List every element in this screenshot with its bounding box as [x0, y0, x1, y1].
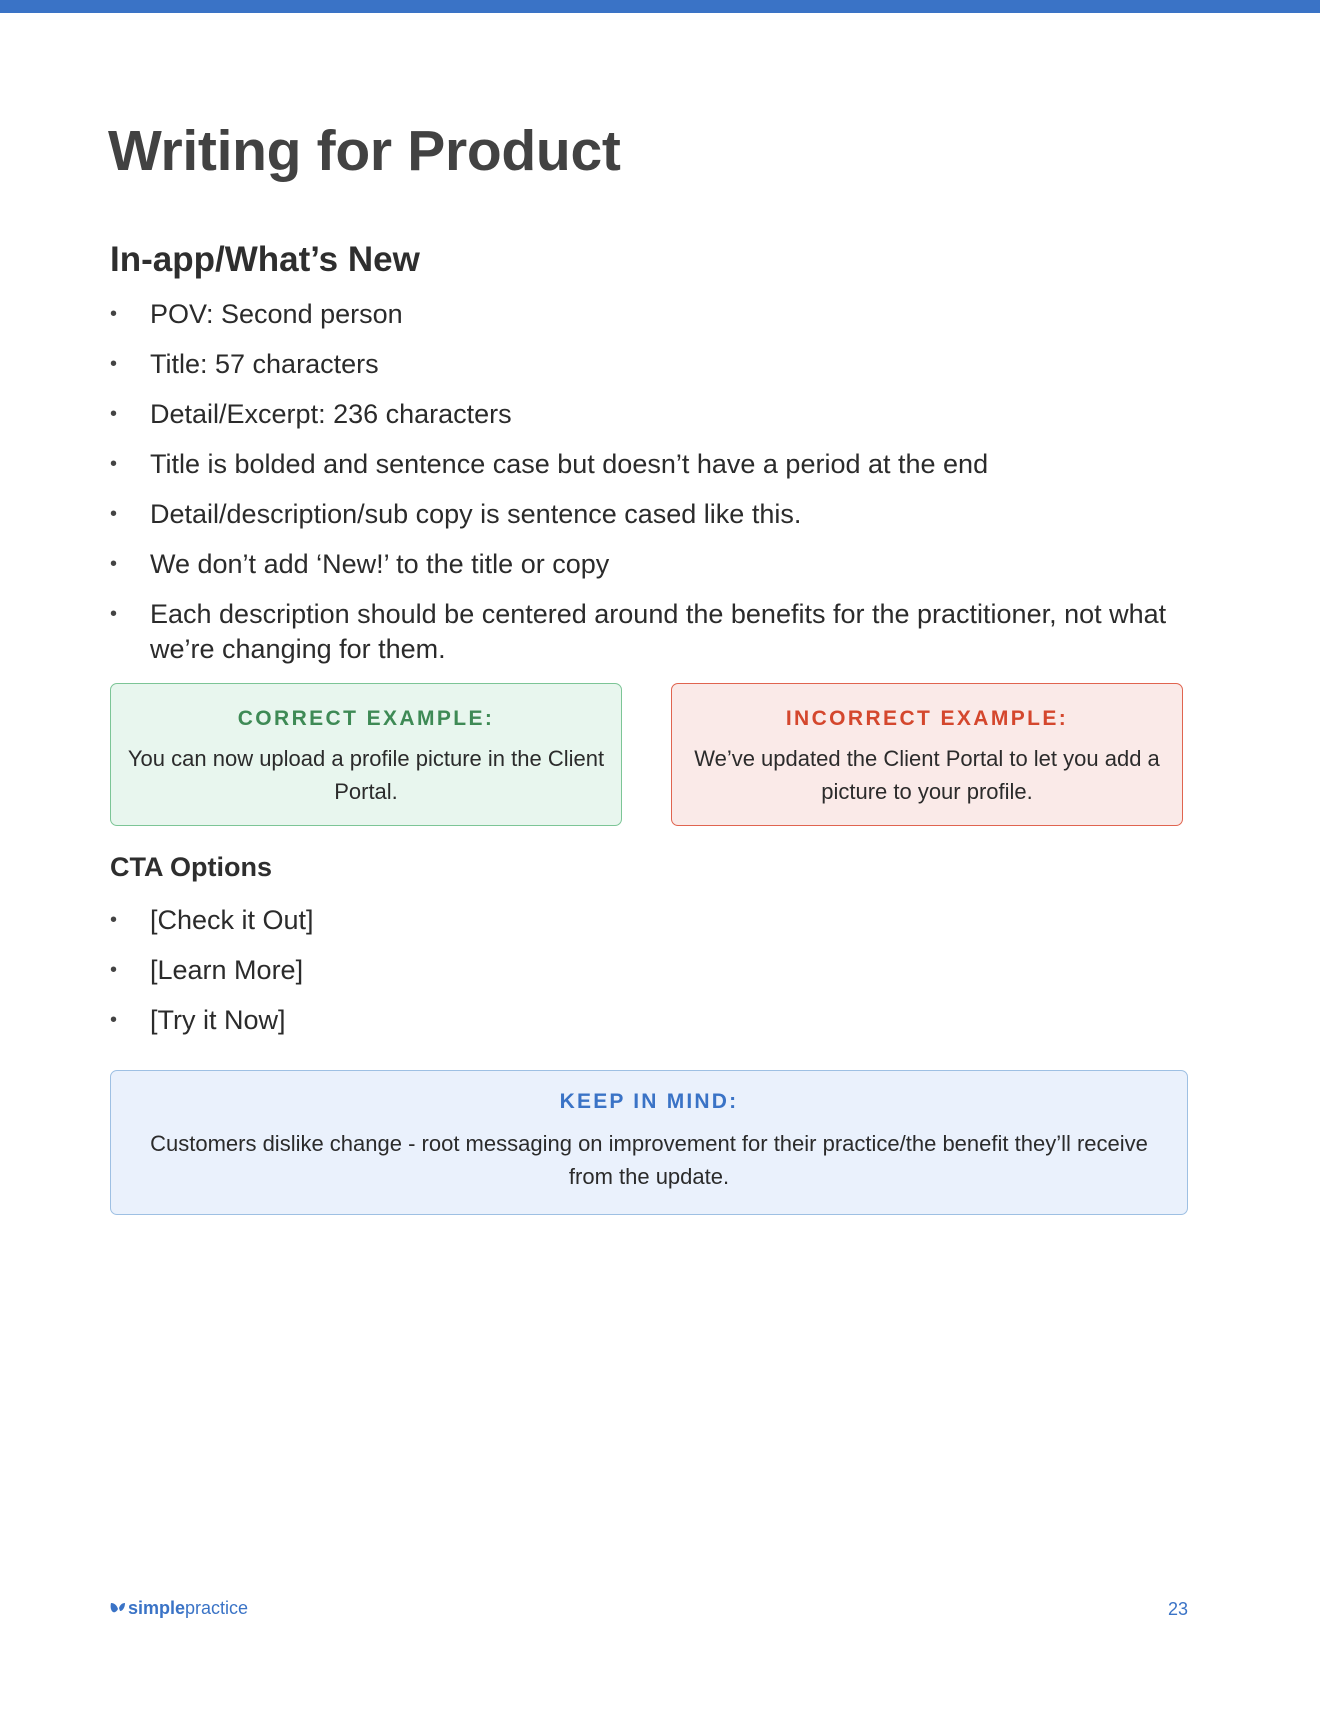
correct-example-label: CORRECT EXAMPLE: [237, 707, 495, 730]
list-item: • We don’t add ‘New!’ to the title or copy [110, 547, 1190, 582]
correct-example-box [110, 683, 622, 826]
keep-in-mind-box [110, 1070, 1188, 1215]
list-item: • POV: Second person [110, 297, 1190, 332]
list-item: • Title: 57 characters [110, 347, 1190, 382]
list-item: • [Try it Now] [110, 1003, 1190, 1038]
section-heading: In-app/What’s New [110, 240, 420, 279]
incorrect-example-text: We’ve updated the Client Portal to let you add a picture to your profile. [694, 746, 1160, 804]
correct-example-text: You can now upload a profile picture in the Client Portal. [127, 746, 605, 804]
list-item: • [Check it Out] [110, 903, 1190, 938]
logo-text-light: practice [185, 1598, 249, 1618]
incorrect-example-label: INCORRECT EXAMPLE: [785, 707, 1069, 730]
page-title: Writing for Product [108, 119, 621, 183]
brand-logo [110, 1598, 248, 1619]
cta-heading: CTA Options [110, 852, 272, 882]
keep-in-mind-label: KEEP IN MIND: [559, 1090, 739, 1113]
list-item: • Each description should be centered around the benefits for the practitioner, not what we’re changing for them. [110, 597, 1190, 667]
incorrect-example-box [671, 683, 1183, 826]
list-item: • Detail/Excerpt: 236 characters [110, 397, 1190, 432]
logo-text-bold: simple [128, 1598, 186, 1618]
cta-options-list [110, 903, 1190, 1053]
list-item: • Title is bolded and sentence case but doesn’t have a period at the end [110, 447, 1190, 482]
butterfly-icon [110, 1602, 126, 1616]
top-accent-bar [0, 0, 1320, 13]
keep-in-mind-text: Customers dislike change - root messaging on improvement for their practice/the benefit they’ll receive from the update. [150, 1131, 1148, 1189]
guideline-list [110, 297, 1190, 682]
list-item: • Detail/description/sub copy is sentence cased like this. [110, 497, 1190, 532]
page-number: 23 [1167, 1599, 1188, 1619]
list-item: • [Learn More] [110, 953, 1190, 988]
